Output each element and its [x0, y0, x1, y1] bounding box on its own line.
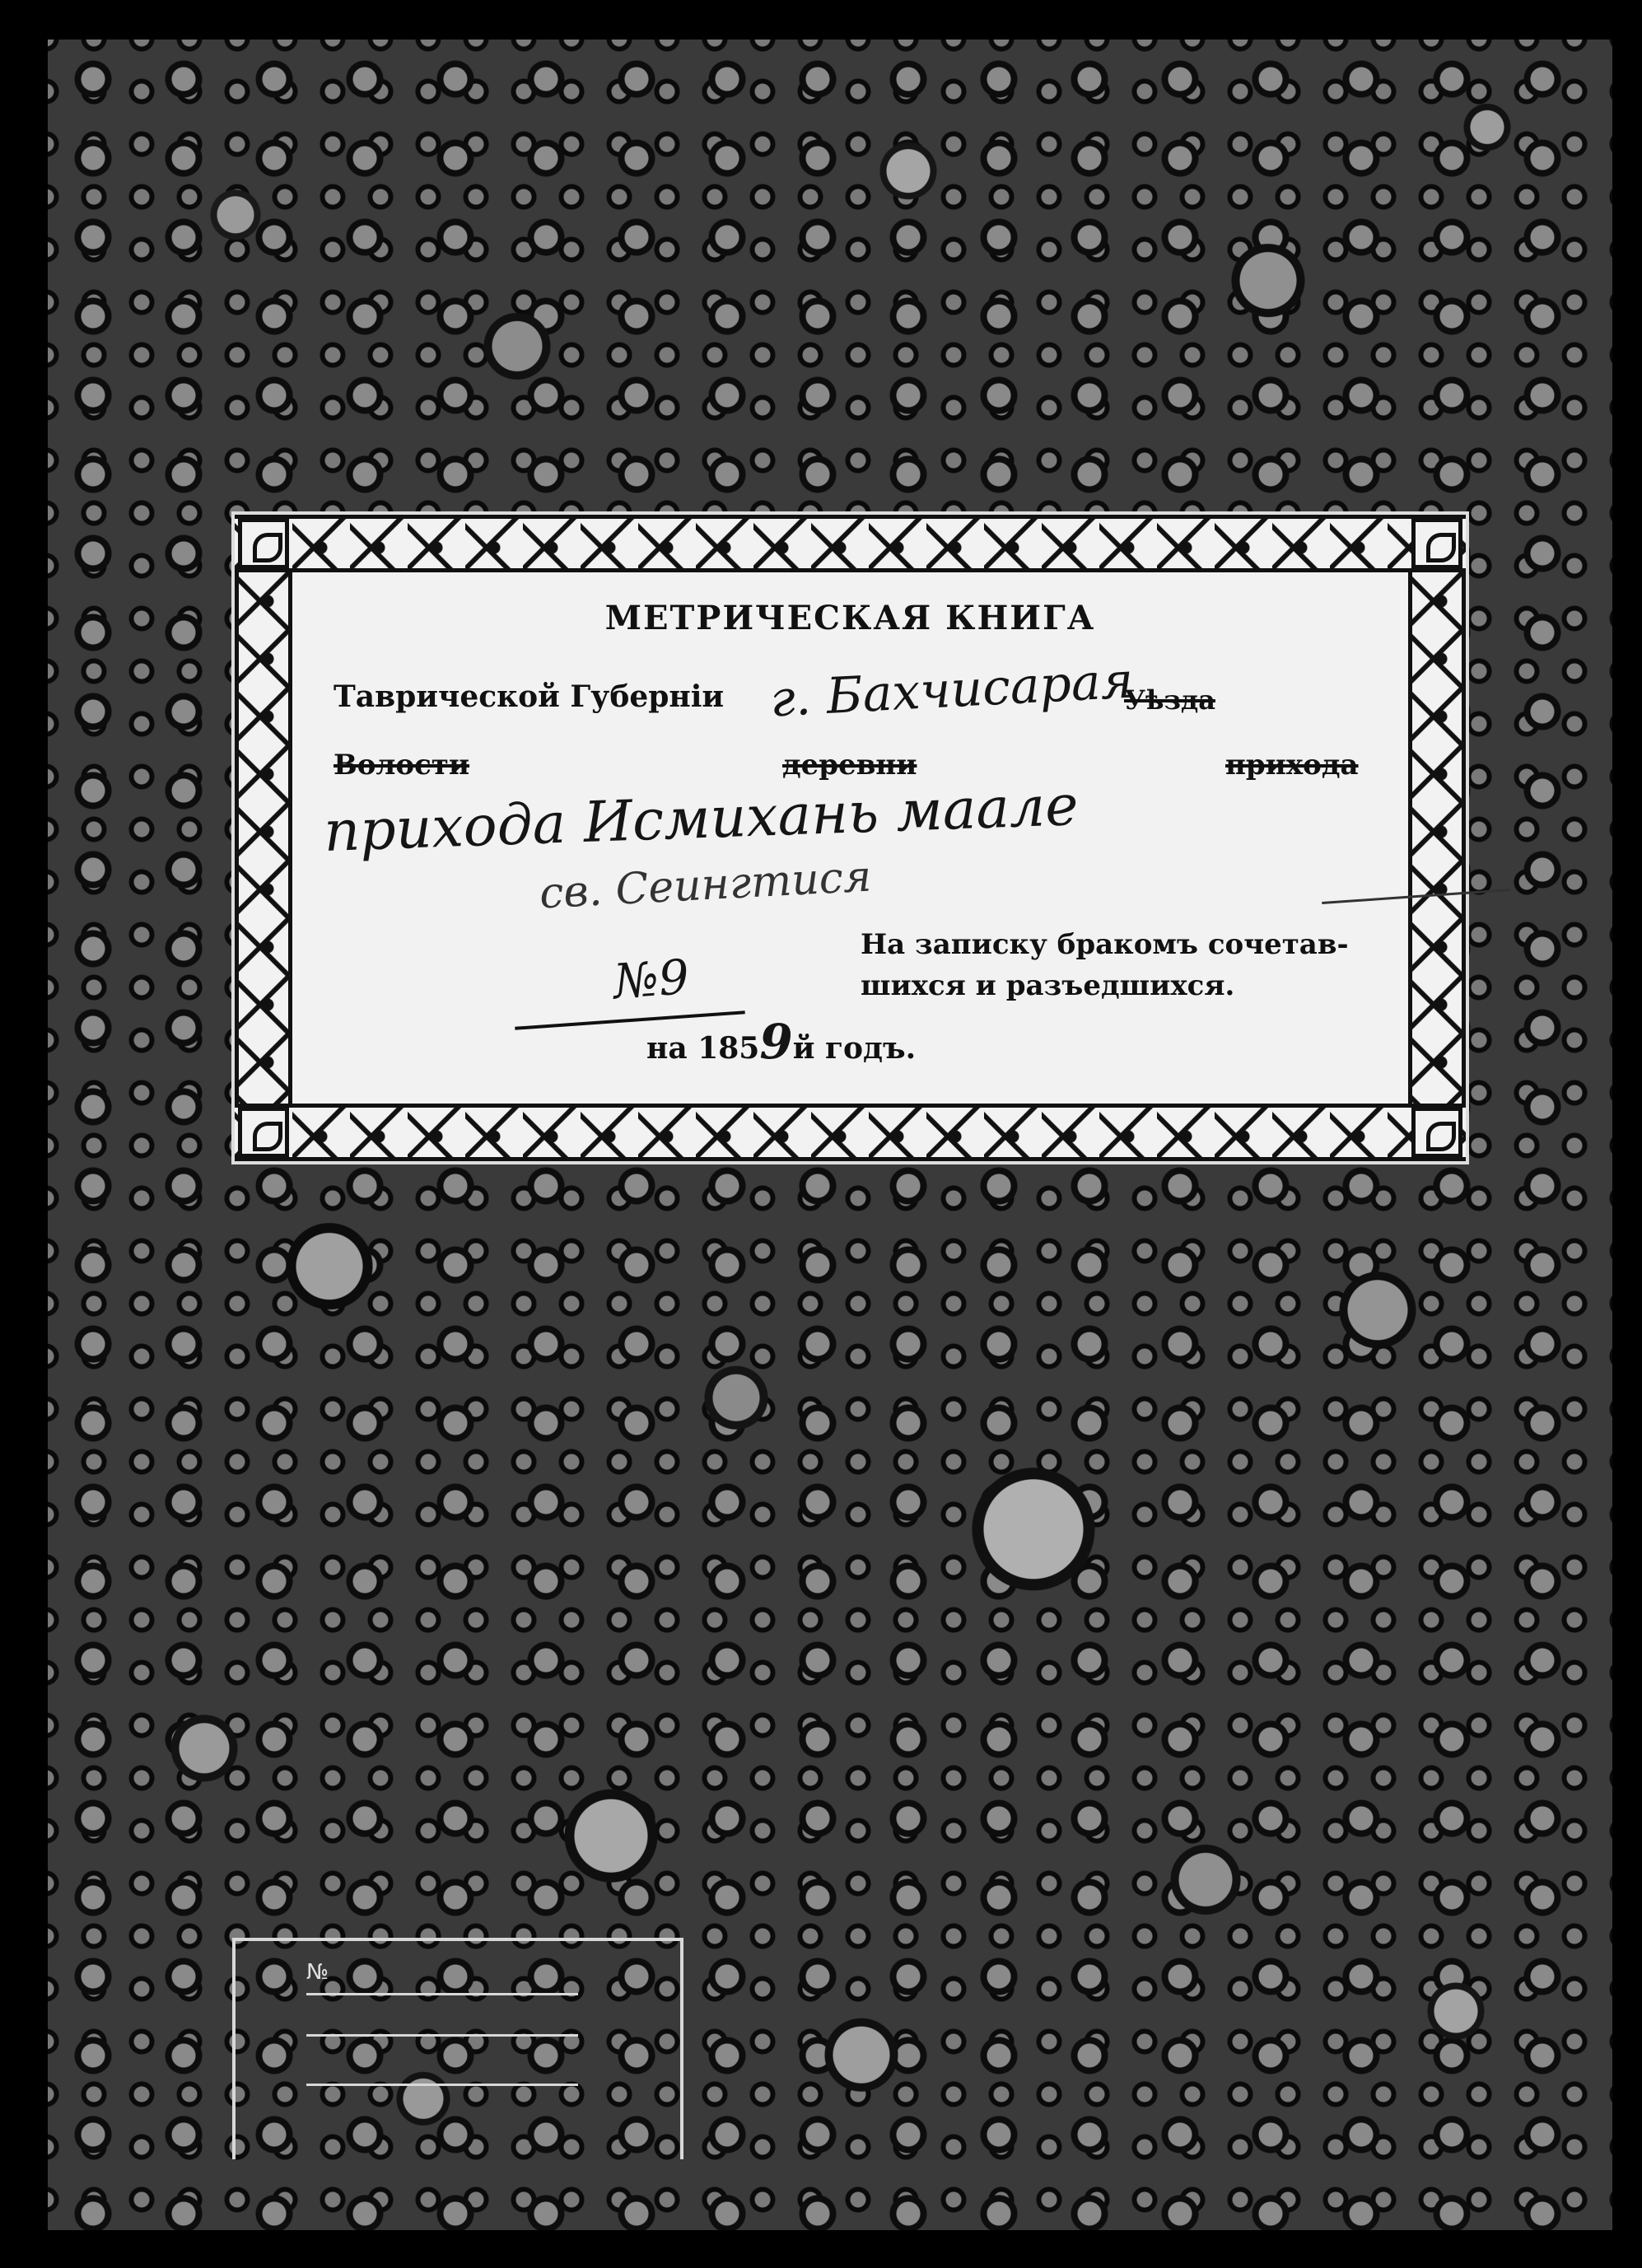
ornamental-border-bottom — [235, 1104, 1466, 1161]
ornamental-border-left — [235, 572, 292, 1104]
stamp-rule — [306, 2034, 578, 2037]
parish-handwritten: прихода Исмихань маале — [322, 773, 1080, 865]
corner-ornament-icon — [238, 1107, 289, 1158]
derevni-struck-label: деревни — [782, 749, 917, 782]
stamp-rule — [306, 1993, 578, 1995]
purpose-line-1: На записку бракомъ сочетав- — [861, 928, 1349, 961]
year-suffix: й годъ. — [792, 1031, 917, 1066]
corner-ornament-icon — [1411, 1107, 1462, 1158]
book-number-handwritten: №9 — [611, 948, 692, 1010]
church-handwritten: св. Сеингтися — [538, 852, 873, 919]
prihoda-struck-label: прихода — [1225, 749, 1359, 782]
book-title: МЕТРИЧЕСКАЯ КНИГА — [604, 599, 1096, 637]
uezd-struck-label: Уѣзда — [1124, 684, 1215, 716]
year-line — [646, 1014, 916, 1070]
corner-ornament-icon — [1411, 518, 1462, 569]
uezd-handwritten: г. Бахчисарая — [768, 651, 1135, 729]
archive-stamp — [232, 1938, 683, 2159]
purpose-line-2: шихся и разъедшихся. — [861, 969, 1235, 1002]
ornamental-border-right — [1408, 572, 1466, 1104]
stamp-number-mark: № — [306, 1960, 329, 1985]
stamp-rule — [306, 2084, 578, 2086]
volosti-struck-label: Волости — [334, 749, 470, 782]
book-label — [235, 515, 1466, 1161]
ornamental-border-top — [235, 515, 1466, 572]
gubernia-label: Таврической Губерніи — [334, 679, 725, 714]
year-prefix: на 185 — [646, 1031, 760, 1066]
corner-ornament-icon — [238, 518, 289, 569]
year-digit-handwritten: 9 — [759, 1014, 793, 1070]
